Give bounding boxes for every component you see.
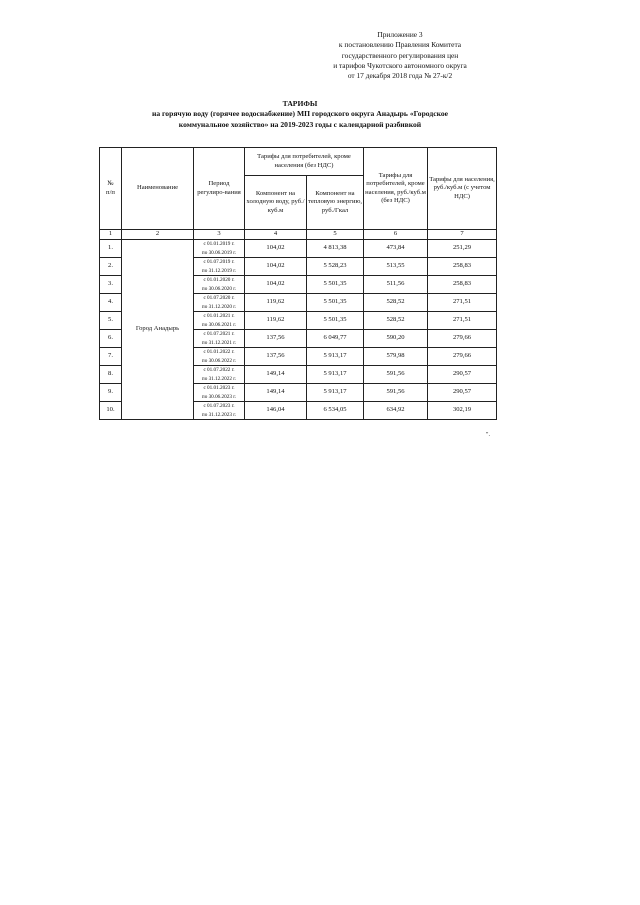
thermal-value: 6 534,05 xyxy=(307,402,364,420)
row-number: 3. xyxy=(100,276,122,294)
tariff-consumers-value: 528,52 xyxy=(364,294,428,312)
period-to: по 30.06.2019 г. xyxy=(201,249,237,256)
appendix-line: Приложение 3 xyxy=(377,30,423,39)
tariff-population-value: 258,83 xyxy=(428,258,497,276)
tariff-consumers-value: 473,84 xyxy=(364,240,428,258)
tariff-population-value: 251,29 xyxy=(428,240,497,258)
title-heading: ТАРИФЫ xyxy=(282,99,318,108)
cold-water-value: 149,14 xyxy=(245,366,307,384)
row-number: 4. xyxy=(100,294,122,312)
closing-quote-mark: ". xyxy=(486,432,490,438)
appendix-line: государственного регулирования цен xyxy=(341,50,459,60)
tariff-population-value: 258,83 xyxy=(428,276,497,294)
period-to: по 30.06.2023 г. xyxy=(201,393,237,400)
row-period xyxy=(194,312,245,330)
period-from: с 01.07.2022 г. xyxy=(203,367,235,374)
thermal-value: 5 501,35 xyxy=(307,276,364,294)
period-to: по 31.12.2023 г. xyxy=(201,411,237,418)
tariff-population-value: 279,66 xyxy=(428,330,497,348)
row-period xyxy=(194,384,245,402)
column-number: 5 xyxy=(307,230,364,240)
row-period xyxy=(194,402,245,420)
row-period xyxy=(194,258,245,276)
tariff-consumers-value: 513,55 xyxy=(364,258,428,276)
column-number: 1 xyxy=(100,230,122,240)
thermal-value: 5 913,17 xyxy=(307,366,364,384)
thermal-value: 5 913,17 xyxy=(307,384,364,402)
thermal-value: 4 813,38 xyxy=(307,240,364,258)
cold-water-value: 119,62 xyxy=(245,312,307,330)
appendix-line: к постановлению Правления Комитета xyxy=(338,40,462,50)
period-to: по 31.12.2019 г. xyxy=(201,267,237,274)
cold-water-value: 104,02 xyxy=(245,258,307,276)
thermal-value: 5 528,23 xyxy=(307,258,364,276)
tariff-population-value: 271,51 xyxy=(428,312,497,330)
row-period xyxy=(194,330,245,348)
period-from: с 01.01.2023 г. xyxy=(203,385,235,392)
cold-water-value: 104,02 xyxy=(245,240,307,258)
thermal-value: 5 913,17 xyxy=(307,348,364,366)
header-number-abbr: п/п xyxy=(106,188,115,196)
tariff-population-value: 271,51 xyxy=(428,294,497,312)
row-number: 6. xyxy=(100,330,122,348)
period-from: с 01.01.2021 г. xyxy=(203,313,235,320)
row-number: 10. xyxy=(100,402,122,420)
cold-water-value: 104,02 xyxy=(245,276,307,294)
period-to: по 30.06.2022 г. xyxy=(201,357,237,364)
thermal-value: 5 501,35 xyxy=(307,294,364,312)
appendix-line: и тарифов Чукотского автономного округа xyxy=(333,60,467,70)
tariff-population-value: 302,19 xyxy=(428,402,497,420)
row-period xyxy=(194,294,245,312)
period-from: с 01.07.2021 г. xyxy=(203,331,235,338)
column-number: 3 xyxy=(194,230,245,240)
header-name: Наименование xyxy=(122,148,194,230)
cold-water-value: 137,56 xyxy=(245,348,307,366)
header-number-sign: № xyxy=(107,180,114,188)
header-period: Период регулиро-вания xyxy=(194,148,245,230)
title-line: на горячую воду (горячее водоснабжение) МП городского округа Анадырь «Городское xyxy=(151,109,449,119)
tariff-population-value: 290,57 xyxy=(428,384,497,402)
row-period xyxy=(194,276,245,294)
period-to: по 30.06.2020 г. xyxy=(201,285,237,292)
header-consumers-group: Тарифы для потребителей, кроме населения (без НДС) xyxy=(245,148,364,176)
period-from: с 01.01.2020 г. xyxy=(203,277,235,284)
row-number: 9. xyxy=(100,384,122,402)
cold-water-value: 137,56 xyxy=(245,330,307,348)
tariff-consumers-value: 591,56 xyxy=(364,384,428,402)
header-tariff-population: Тарифы для населения, руб./куб.м (с учетом НДС) xyxy=(428,148,497,230)
tariff-consumers-value: 591,56 xyxy=(364,366,428,384)
period-from: с 01.07.2020 г. xyxy=(203,295,235,302)
column-number: 6 xyxy=(364,230,428,240)
cold-water-value: 149,14 xyxy=(245,384,307,402)
row-period xyxy=(194,348,245,366)
organization-name: Город Анадырь xyxy=(122,240,194,420)
document-title xyxy=(100,99,500,130)
column-number: 4 xyxy=(245,230,307,240)
header-tariff-consumers: Тарифы для потребителей, кроме населения, руб./куб.м (без НДС) xyxy=(364,148,428,230)
period-to: по 30.06.2021 г. xyxy=(201,321,237,328)
tariff-consumers-value: 528,52 xyxy=(364,312,428,330)
tariff-table xyxy=(99,147,497,420)
column-number: 2 xyxy=(122,230,194,240)
appendix-block xyxy=(300,30,500,81)
table-row xyxy=(100,240,497,258)
thermal-value: 6 049,77 xyxy=(307,330,364,348)
header-cold-water: Компонент на холодную воду, руб./куб.м xyxy=(245,176,307,230)
thermal-value: 5 501,35 xyxy=(307,312,364,330)
title-line: коммунальное хозяйство» на 2019-2023 годы с календарной разбивкой xyxy=(178,119,422,129)
header-number xyxy=(100,148,122,230)
cold-water-value: 146,04 xyxy=(245,402,307,420)
row-number: 1. xyxy=(100,240,122,258)
period-from: с 01.01.2019 г. xyxy=(203,241,235,248)
period-to: по 31.12.2021 г. xyxy=(201,339,237,346)
column-number: 7 xyxy=(428,230,497,240)
period-from: с 01.01.2022 г. xyxy=(203,349,235,356)
tariff-population-value: 290,57 xyxy=(428,366,497,384)
row-number: 8. xyxy=(100,366,122,384)
row-number: 2. xyxy=(100,258,122,276)
tariff-consumers-value: 579,98 xyxy=(364,348,428,366)
row-number: 7. xyxy=(100,348,122,366)
row-number: 5. xyxy=(100,312,122,330)
tariff-population-value: 279,66 xyxy=(428,348,497,366)
period-to: по 31.12.2022 г. xyxy=(201,375,237,382)
header-thermal: Компонент на тепловую энергию, руб./Гкал xyxy=(307,176,364,230)
period-from: с 01.07.2023 г. xyxy=(203,403,235,410)
period-to: по 31.12.2020 г. xyxy=(201,303,237,310)
appendix-line: от 17 декабря 2018 года № 27-к/2 xyxy=(347,71,453,81)
period-from: с 01.07.2019 г. xyxy=(203,259,235,266)
row-period xyxy=(194,366,245,384)
cold-water-value: 119,62 xyxy=(245,294,307,312)
tariff-consumers-value: 590,20 xyxy=(364,330,428,348)
tariff-consumers-value: 634,92 xyxy=(364,402,428,420)
tariff-consumers-value: 511,56 xyxy=(364,276,428,294)
row-period xyxy=(194,240,245,258)
